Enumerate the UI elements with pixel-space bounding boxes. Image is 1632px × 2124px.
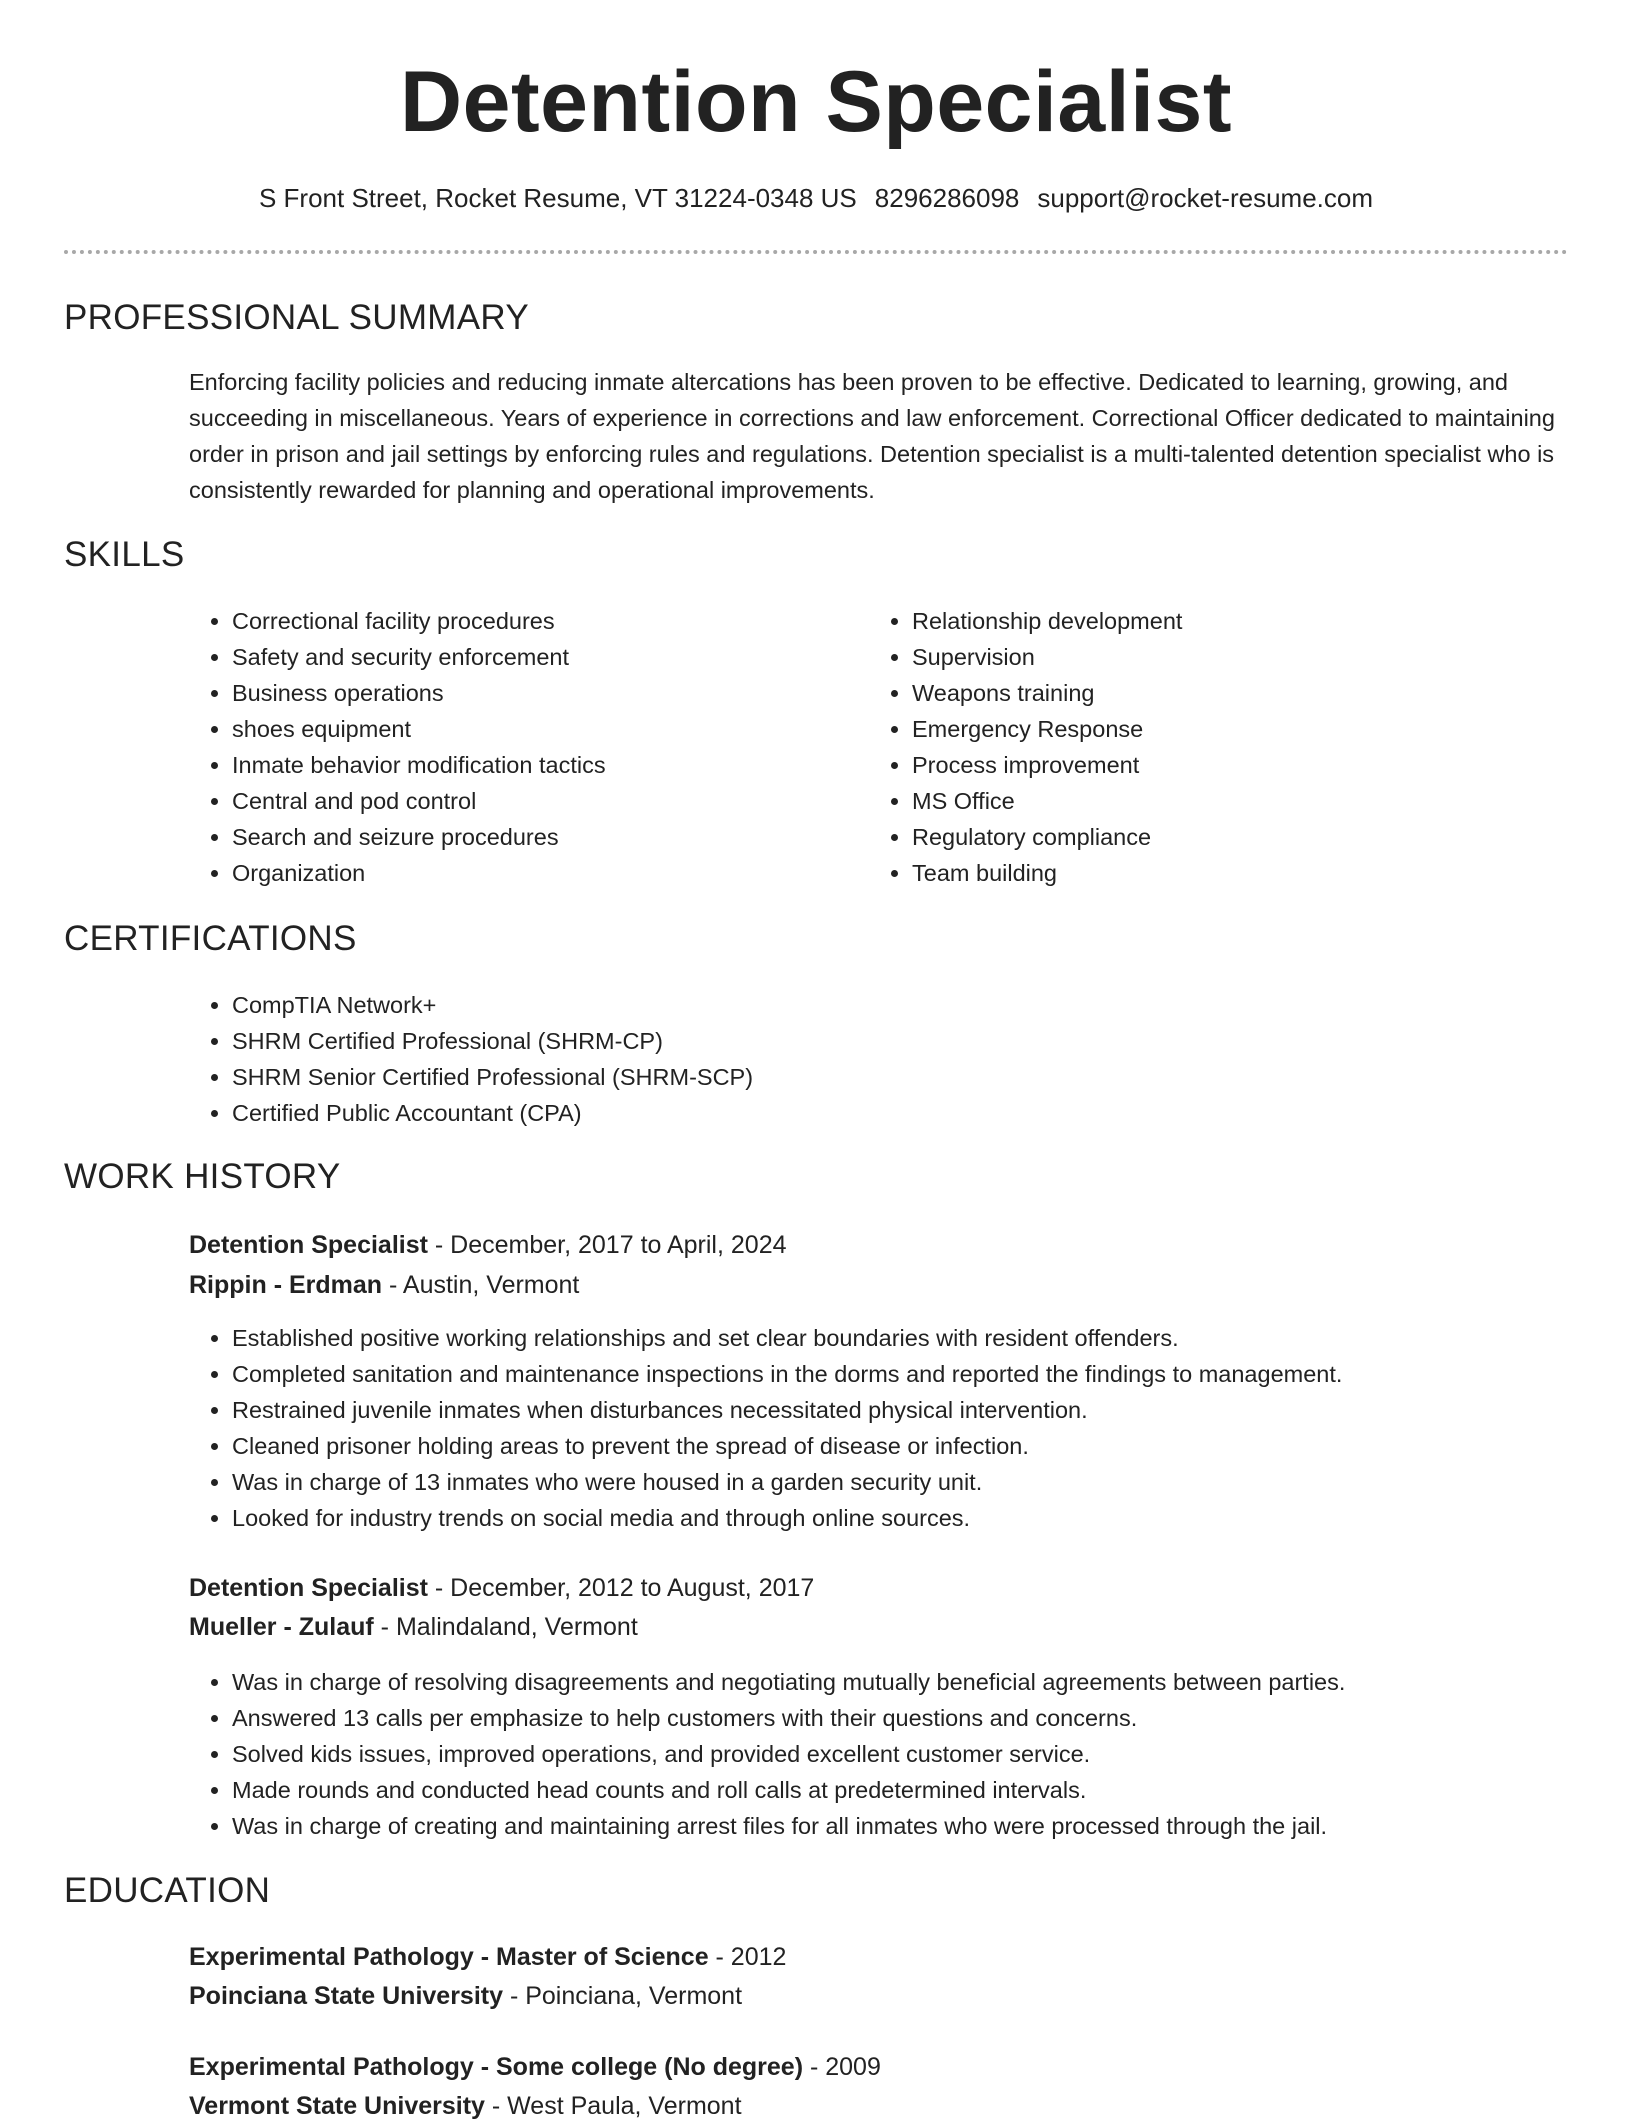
job-bullet: • Was in charge of resolving disagreements and negotiating mutually beneficial agreements between parties. (232, 1664, 1345, 1700)
skills-list-right (869, 603, 1182, 891)
section-title-certifications: CERTIFICATIONS (64, 919, 357, 958)
job-bullet: • Solved kids issues, improved operations, and provided excellent customer service. (232, 1736, 1345, 1772)
education-school-line (189, 1978, 742, 2014)
certification-item: • Certified Public Accountant (CPA) (232, 1095, 753, 1131)
education-location: - Poinciana, Vermont (503, 1982, 743, 2010)
education-degree: Experimental Pathology - Master of Science (189, 1943, 709, 1971)
skill-item: • Emergency Response (912, 711, 1182, 747)
education-degree: Experimental Pathology - Some college (No degree) (189, 2053, 804, 2081)
job-bullet: • Established positive working relationships and set clear boundaries with resident offenders. (232, 1320, 1342, 1356)
skill-item: • MS Office (912, 783, 1182, 819)
skill-item: • Safety and security enforcement (232, 639, 606, 675)
skill-item: • Central and pod control (232, 783, 606, 819)
job-location: - Malindaland, Vermont (373, 1613, 638, 1641)
section-title-skills: SKILLS (64, 535, 185, 574)
resume-name: Detention Specialist (400, 54, 1232, 150)
skill-item: • Inmate behavior modification tactics (232, 747, 606, 783)
skill-item: • shoes equipment (232, 711, 606, 747)
job-employer: Mueller - Zulauf (189, 1613, 374, 1641)
job-location: - Austin, Vermont (382, 1271, 580, 1299)
section-title-work-history: WORK HISTORY (64, 1157, 341, 1196)
job-bullet: • Was in charge of 13 inmates who were housed in a garden security unit. (232, 1464, 1342, 1500)
job-employer: Rippin - Erdman (189, 1271, 383, 1299)
contact-address: S Front Street, Rocket Resume, VT 31224-0348 US (258, 183, 857, 213)
job-bullet: • Completed sanitation and maintenance inspections in the dorms and reported the findings to management. (232, 1356, 1342, 1392)
education-year: - 2012 (708, 1943, 787, 1971)
skill-item: • Supervision (912, 639, 1182, 675)
summary-text: Enforcing facility policies and reducing inmate altercations has been proven to be effective. Dedicated to learning, growing, and succeeding in miscellaneous. Years of experience in corrections and law enforcement. Correctional Officer dedicated to maintaining order in prison and jail settings by enforcing rules and regulations. Detention specialist is a multi-talented detention specialist who is consistently rewarded for planning and operational improvements. (189, 369, 1555, 503)
skill-item: • Organization (232, 855, 606, 891)
certifications-list (189, 987, 753, 1131)
job-bullets (189, 1664, 1345, 1844)
certification-item: • CompTIA Network+ (232, 987, 753, 1023)
skill-item: • Business operations (232, 675, 606, 711)
education-degree-line (189, 2049, 881, 2085)
job-title-line (189, 1570, 814, 1606)
job-dates: - December, 2017 to April, 2024 (427, 1231, 787, 1259)
education-location: - West Paula, Vermont (484, 2092, 742, 2120)
skill-item: • Relationship development (912, 603, 1182, 639)
education-degree-line (189, 1939, 786, 1975)
job-title: Detention Specialist (189, 1231, 428, 1259)
education-school: Vermont State University (189, 2092, 485, 2120)
job-bullet: • Restrained juvenile inmates when disturbances necessitated physical intervention. (232, 1392, 1342, 1428)
job-title-line (189, 1227, 787, 1263)
job-bullet: • Answered 13 calls per emphasize to help customers with their questions and concerns. (232, 1700, 1345, 1736)
header-divider (64, 250, 1568, 254)
job-bullet: • Cleaned prisoner holding areas to prevent the spread of disease or infection. (232, 1428, 1342, 1464)
skill-item: • Correctional facility procedures (232, 603, 606, 639)
skill-item: • Weapons training (912, 675, 1182, 711)
education-school-line (189, 2088, 742, 2124)
skill-item: • Team building (912, 855, 1182, 891)
skill-item: • Regulatory compliance (912, 819, 1182, 855)
section-title-education: EDUCATION (64, 1871, 271, 1910)
contact-email: support@rocket-resume.com (1037, 183, 1374, 213)
job-title: Detention Specialist (189, 1574, 428, 1602)
job-bullets (189, 1320, 1342, 1536)
job-bullet: • Was in charge of creating and maintaining arrest files for all inmates who were processed through the jail. (232, 1808, 1345, 1844)
job-dates: - December, 2012 to August, 2017 (427, 1574, 815, 1602)
contact-line (0, 180, 1632, 216)
skill-item: • Process improvement (912, 747, 1182, 783)
job-employer-line (189, 1267, 579, 1303)
job-bullet: • Looked for industry trends on social media and through online sources. (232, 1500, 1342, 1536)
contact-phone: 8296286098 (874, 183, 1020, 213)
skill-item: • Search and seizure procedures (232, 819, 606, 855)
section-title-summary: PROFESSIONAL SUMMARY (64, 298, 529, 337)
education-year: - 2009 (803, 2053, 881, 2081)
job-employer-line (189, 1609, 638, 1645)
skills-list-left (189, 603, 606, 891)
job-bullet: • Made rounds and conducted head counts and roll calls at predetermined intervals. (232, 1772, 1345, 1808)
certification-item: • SHRM Senior Certified Professional (SHRM-SCP) (232, 1059, 753, 1095)
certification-item: • SHRM Certified Professional (SHRM-CP) (232, 1023, 753, 1059)
education-school: Poinciana State University (189, 1982, 504, 2010)
